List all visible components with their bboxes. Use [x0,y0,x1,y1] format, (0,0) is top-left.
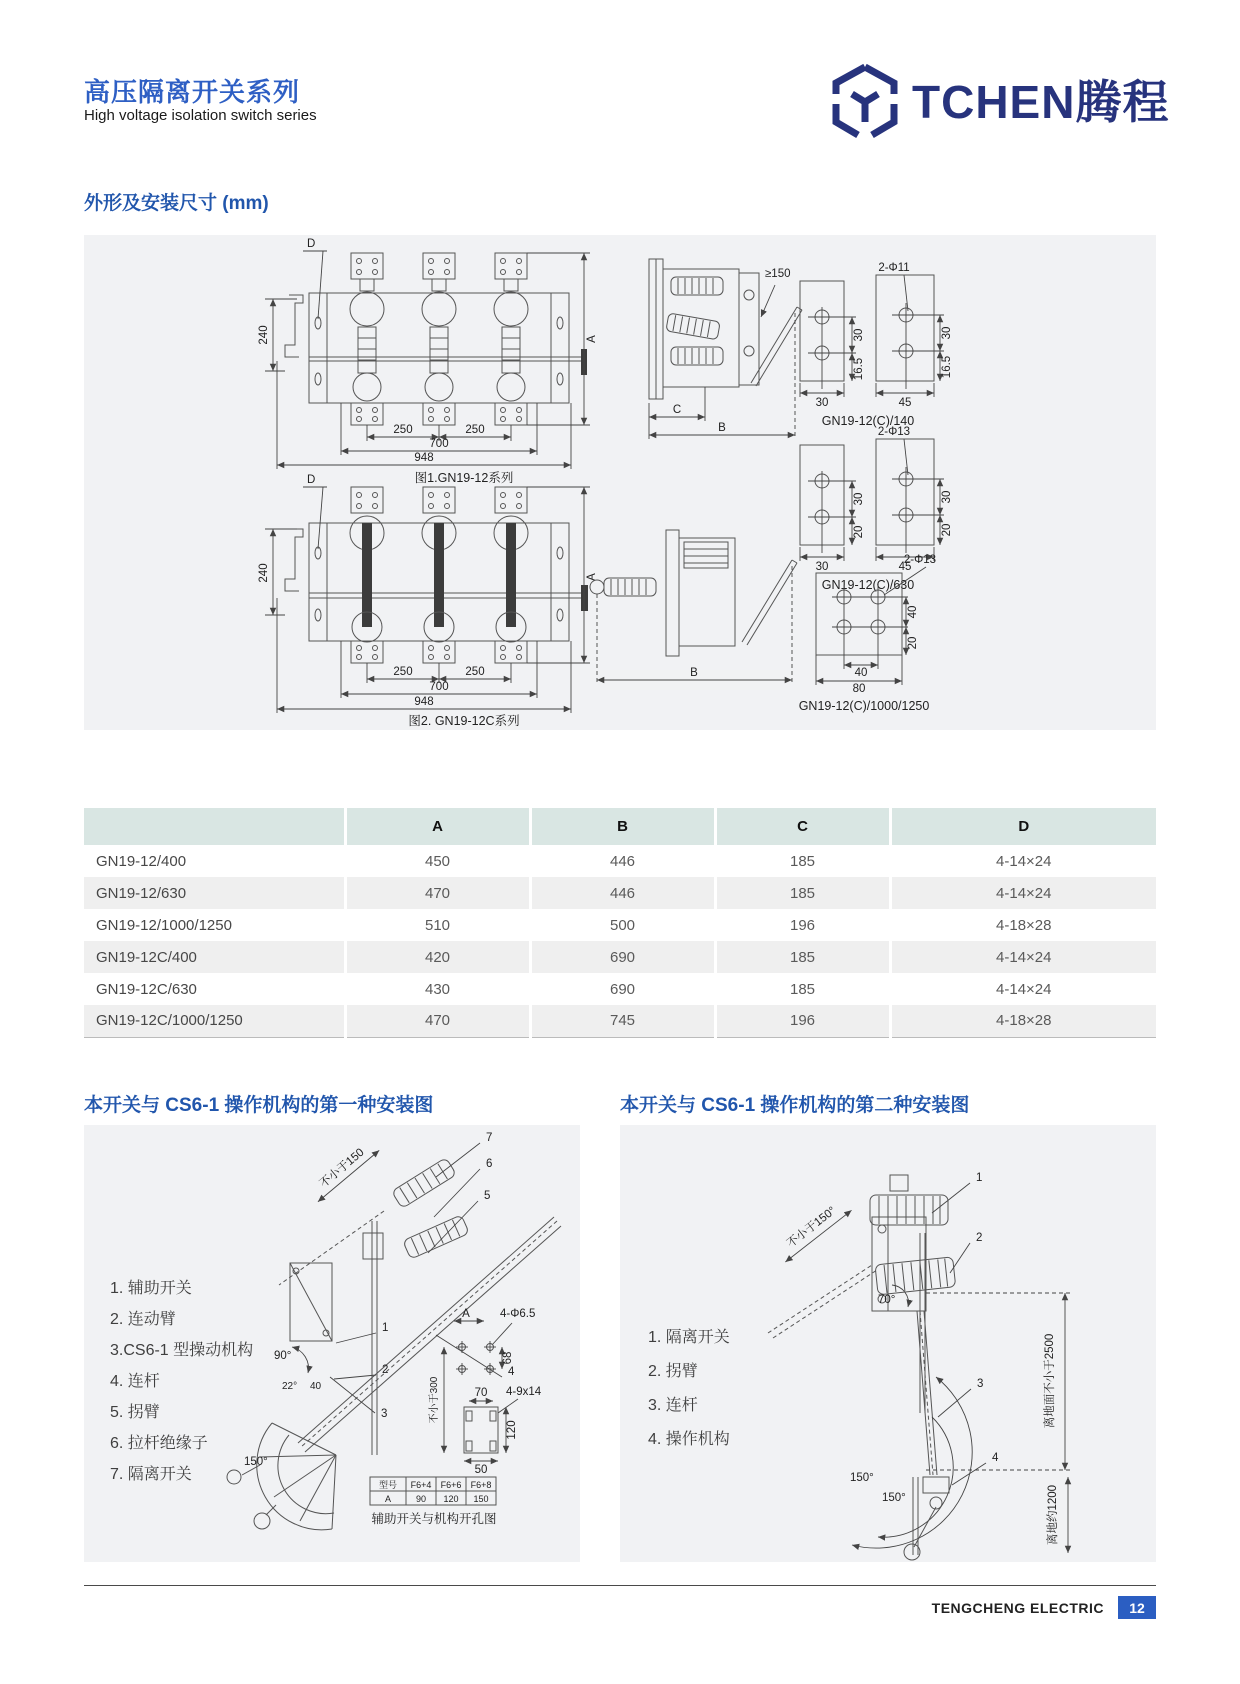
table-row: GN19-12C/1000/1250 470 745 196 4-18×28 [84,1005,1156,1037]
mini-cell: 120 [443,1494,459,1504]
install1-diagram-caption: 辅助开关与机构开孔图 [371,1512,497,1526]
install2-diagram [620,1125,1156,1562]
dim-label: 4-Φ6.5 [500,1308,536,1320]
dim-label: 50 [474,1464,488,1476]
callout: 3 [381,1408,388,1420]
angle-label: 90° [274,1350,292,1362]
install2-panel [620,1125,1156,1562]
logo-cube-icon [828,62,902,142]
dim-label: 30 [815,397,829,409]
dim-label: B [718,422,726,434]
dim-label: 30 [853,492,865,506]
mini-cell: A [384,1494,392,1504]
section-title-dimensions: 外形及安装尺寸 (mm) [84,193,269,214]
dim-label: 30 [853,328,865,342]
callout: 7 [486,1132,493,1144]
dim-label: A [462,1308,470,1320]
dim-label: 40 [854,667,868,679]
callout: 4 [508,1366,515,1378]
dim-label: 70 [474,1387,488,1399]
dim-label: B [690,667,698,679]
legend-item: 4. 操作机构 [648,1431,730,1448]
legend-item: 7. 隔离开关 [110,1466,192,1483]
dim-label: 30 [941,490,953,504]
legend-item: 4. 连杆 [110,1373,160,1390]
angle-label: 150° [244,1456,268,1468]
angle-label: 22° [282,1381,298,1392]
col-header-model [84,808,345,845]
dim-label: 40 [310,1381,322,1392]
install1-panel [84,1125,580,1562]
dim-label: 700 [429,681,449,693]
install1-diagram [84,1125,580,1562]
callout: 3 [977,1378,984,1390]
mini-cell: F6+6 [440,1480,462,1490]
mini-cell: 90 [415,1494,427,1504]
dim-label: 250 [465,424,485,436]
dim-label: 45 [898,561,912,573]
dimension-drawings [84,235,1156,730]
legend-item: 1. 隔离开关 [648,1329,730,1346]
callout: 2 [382,1364,389,1376]
dim-label: ≥150 [765,268,791,280]
page-title-zh: 高压隔离开关系列 [84,77,301,107]
dim-label: 250 [393,424,413,436]
dim-label: 离地面不小于2500 [1044,1333,1056,1429]
fig2-side-view [590,530,797,684]
callout: 5 [484,1190,491,1202]
dim-label: 80 [852,683,866,695]
col-header-b: B [530,808,715,845]
callout: 1 [382,1322,389,1334]
legend-item: 2. 拐臂 [648,1363,698,1380]
drilling-detail [427,1308,542,1476]
dim-label: 240 [258,325,270,345]
footer [84,1596,1156,1619]
dim-label: 不小于300 [429,1376,440,1424]
dim-label: 68 [502,1351,514,1365]
legend-item: 3. 连杆 [648,1397,698,1414]
footer-company: TENGCHENG ELECTRIC [931,1599,1104,1616]
mini-cell: 150 [473,1494,489,1504]
dim-label: D [307,474,316,486]
dim-label: 45 [898,397,912,409]
dim-label: 16.5 [853,357,865,381]
table-row: GN19-12C/630 430 690 185 4-14×24 [84,973,1156,1005]
hole-pattern-630 [800,426,953,592]
mini-cell: F6+4 [410,1480,432,1490]
dim-label: D [307,238,316,250]
table-row: GN19-12/400 450 446 185 4-14×24 [84,845,1156,877]
fig2-front-view [258,474,598,713]
dimension-drawings-panel [84,235,1156,730]
fig1-side-view [649,259,802,439]
col-header-a: A [345,808,530,845]
legend-item: 1. 辅助开关 [110,1280,192,1297]
table-row: GN19-12C/400 420 690 185 4-14×24 [84,941,1156,973]
fig1-caption: 图1.GN19-12系列 [414,471,514,485]
col-header-d: D [890,808,1156,845]
dim-label: C [672,404,682,416]
brand-logo [828,62,1169,142]
dim-label: 30 [815,561,829,573]
mini-cell: F6+8 [470,1480,492,1490]
dim-label: 240 [258,563,270,583]
table-header-row [84,808,1156,845]
aux-switch-table [370,1477,496,1505]
dim-label: 2-Φ11 [878,262,910,274]
col-header-c: C [715,808,890,845]
section-title-install1: 本开关与 CS6-1 操作机构的第一种安装图 [84,1095,434,1116]
dim-label: 20 [941,523,953,537]
angle-label: 150° [850,1472,874,1484]
footer-divider [84,1585,1156,1586]
callout: 6 [486,1158,493,1170]
angle-label: 70° [878,1294,896,1306]
table-row: GN19-12/1000/1250 510 500 196 4-18×28 [84,909,1156,941]
legend-item: 5. 拐臂 [110,1404,160,1421]
dimensions-table [84,808,1156,1038]
dim-label: A [586,335,598,343]
legend-item: 3.CS6-1 型操动机构 [110,1342,254,1359]
callout: 4 [992,1452,999,1464]
legend-item: 6. 拉杆绝缘子 [110,1435,208,1452]
dim-label: 250 [393,666,413,678]
section-title-install2: 本开关与 CS6-1 操作机构的第二种安装图 [620,1095,970,1116]
page-title-en: High voltage isolation switch series [84,107,317,124]
hole-pattern-caption: GN19-12(C)/630 [821,578,915,592]
dim-label: 20 [907,636,919,650]
table-row: GN19-12/630 470 446 185 4-14×24 [84,877,1156,909]
dim-label: 2-Φ13 [903,554,937,566]
angle-label: 150° [882,1492,906,1504]
dim-label: 120 [506,1420,518,1440]
dim-label: A [586,573,598,581]
dim-label: 2-Φ13 [877,426,911,438]
dim-label: 40 [907,605,919,619]
hole-pattern-caption: GN19-12(C)/1000/1250 [798,699,930,713]
dim-label: 30 [941,326,953,340]
dim-label: 离地约1200 [1047,1484,1059,1546]
hole-pattern-caption: GN19-12(C)/140 [821,414,915,428]
dim-label: 16.5 [941,355,953,379]
fig2-caption: 图2. GN19-12C系列 [408,714,520,728]
dim-label: 948 [414,452,434,464]
dim-label: 250 [465,666,485,678]
dim-label: 不小于150 [317,1146,367,1191]
hole-pattern-140 [800,262,953,428]
dim-label: 20 [853,525,865,539]
fig1-front-view [258,238,598,469]
dim-label: 4-9x14 [506,1386,542,1398]
logo-text: TCHEN腾程 [912,76,1170,128]
callout: 2 [976,1232,983,1244]
legend-item: 2. 连动臂 [110,1311,176,1328]
page-number-badge: 12 [1118,1596,1156,1619]
mini-cell: 型号 [378,1480,398,1490]
dim-label: 948 [414,696,434,708]
dim-label: 不小于150° [785,1204,839,1251]
callout: 1 [976,1172,983,1184]
dim-label: 700 [429,438,449,450]
